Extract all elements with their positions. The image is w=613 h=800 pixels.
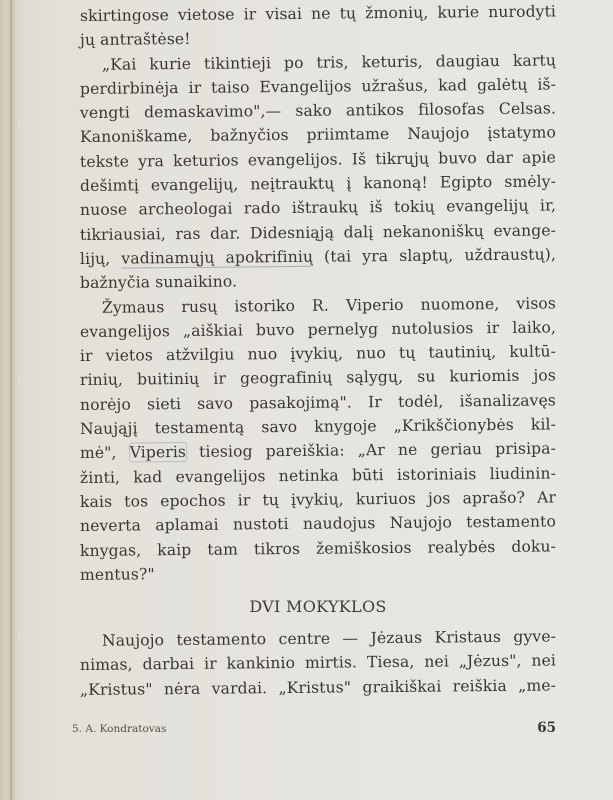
- text-line: vengti demaskavimo",— sako antikos filosofas Celsas.: [79, 99, 557, 123]
- text-line: knygas, kaip tam tikros žemiškosios realybės doku-: [79, 536, 557, 560]
- text-fragment: lijų,: [79, 249, 122, 268]
- text-line: nimas, darbai ir kankinio mirtis. Tiesa, nei „Jėzus", nei: [79, 651, 557, 675]
- text-line: ir vietos atžvilgiu nuo įvykių, nuo tų tautinių, kultū-: [79, 342, 557, 366]
- text-line: nuose archeologai rado ištraukų iš tokių evangelijų ir,: [79, 196, 557, 220]
- text-line: jų antraštėse!: [79, 30, 191, 50]
- text-line: Kanoniškame, bažnyčios priimtame Naujojo įstatymo: [79, 123, 557, 147]
- text-line: Naujojo testamento centre — Jėzaus Kristaus gyve-: [101, 627, 557, 650]
- text-line: tekste yra keturios evangelijos. Iš tikrųjų buvo dar apie: [79, 148, 557, 171]
- text-fragment: (tai yra slaptų, uždraustų),: [312, 245, 557, 266]
- page-fold-shadow: [10, 0, 12, 800]
- page-footer: [72, 720, 556, 736]
- text-fragment: mė",: [79, 443, 130, 463]
- text-line: skirtingose vietose ir visai ne tų žmonių, kurie nurodyti: [79, 2, 557, 25]
- pencil-boxed-word: Viperis: [129, 443, 187, 462]
- text-line: Naująjį testamentą savo knygoje „Krikščionybės kil-: [79, 415, 557, 439]
- text-line: žinti, kad evangelijos netinka būti istoriniais liudinin-: [79, 464, 557, 487]
- text-line: bažnyčia sunaikino.: [79, 272, 238, 293]
- text-line: rinių, buitinių ir geografinių sąlygų, su kuriomis jos: [79, 366, 557, 390]
- text-line: norėjo sieti savo pasakojimą". Ir todėl, išanalizavęs: [79, 391, 557, 414]
- text-line: perdirbinėja ir taiso Evangelijos užrašus, kad galėtų iš-: [79, 75, 557, 98]
- text-fragment: tiesiog pareiškia: „Ar ne geriau prisipa-: [185, 439, 557, 462]
- text-line: mentus?": [79, 565, 155, 584]
- text-line: „Kai kurie tikintieji po tris, keturis, daugiau kartų: [101, 51, 557, 74]
- text-line: evangelijos „aiškiai buvo pernelyg nutolusios ir laiko,: [79, 318, 557, 341]
- text-line: kais tos epochos ir tų įvykių, kuriuos jos aprašo? Ar: [79, 488, 557, 511]
- pencil-underlined-phrase: vadinamųjų apokrifinių: [121, 247, 314, 268]
- text-line: dešimtį evangelijų, neįtrauktų į kanoną! Egipto smėly-: [79, 172, 557, 196]
- page-number: 65: [537, 720, 556, 736]
- text-line: „Kristus" nėra vardai. „Kristus" graikiškai reiškia „me-: [79, 676, 557, 699]
- signature-mark: 5. A. Kondratovas: [72, 723, 167, 735]
- text-line: tikriausiai, ras dar. Didesniąją dalį nekanoniškų evange-: [79, 221, 557, 244]
- page-body: [80, 4, 556, 702]
- text-line: Žymaus rusų istoriko R. Viperio nuomone, visos: [101, 293, 557, 317]
- text-line: neverta aplamai nustoti naudojus Naujojo testamento: [79, 512, 557, 536]
- section-heading: DVI MOKYKLOS: [249, 597, 387, 617]
